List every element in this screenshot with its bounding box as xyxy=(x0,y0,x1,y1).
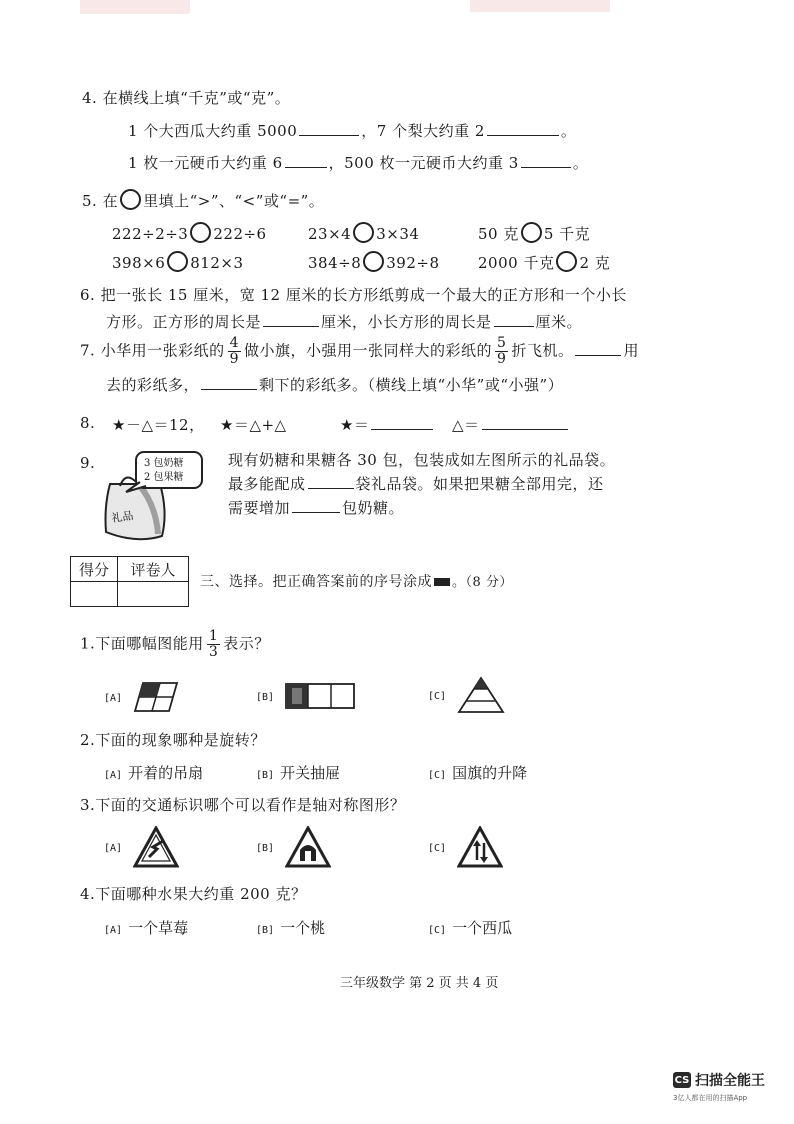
fraction-4-9: $\frac{4}{9}$ xyxy=(229,335,240,367)
c1-option-a[interactable]: [A] xyxy=(104,682,179,712)
c1-question: 1.下面哪幅图能用 $\frac{1}{3}$ 表示？ xyxy=(80,628,270,660)
q5-r1-c3: 50 克 5 千克 xyxy=(478,222,590,244)
q7-blank-1[interactable] xyxy=(575,343,621,356)
q5-r2-c2: 384÷8 392÷8 xyxy=(308,251,440,272)
q7-blank-2[interactable] xyxy=(201,377,257,390)
c3-option-b[interactable]: [B] xyxy=(256,826,331,868)
q6-blank-2[interactable] xyxy=(494,314,534,327)
c3-question: 3.下面的交通标识哪个可以看作是轴对称图形？ xyxy=(80,796,406,814)
grader-cell[interactable] xyxy=(118,582,189,607)
section3-title: 三、选择。把正确答案前的序号涂成 。（8 分） xyxy=(200,574,513,590)
q5-r1-c2: 23×4 3×34 xyxy=(308,222,419,243)
c4-option-c[interactable]: [C] 一个西瓜 xyxy=(428,919,513,937)
compare-circle[interactable] xyxy=(521,222,542,243)
score-table xyxy=(70,556,189,607)
q4-blank-4[interactable] xyxy=(521,155,571,168)
tunnel-sign-icon xyxy=(285,826,331,868)
c2-option-c[interactable]: [C] 国旗的升降 xyxy=(428,764,528,782)
c4-option-b[interactable]: [B] 一个桃 xyxy=(256,919,326,937)
c2-option-b[interactable]: [B] 开关抽屉 xyxy=(256,764,341,782)
q7-line1: 7. 小华用一张彩纸的 $\frac{4}{9}$ 做小旗，小强用一张同样大的彩纸的 $\frac{5}{9}$ 折飞机。 用 xyxy=(80,335,639,367)
q5-title: 5. 在 里填上“>”、“<”或“=”。 xyxy=(82,189,324,211)
q4-blank-1[interactable] xyxy=(299,123,359,136)
c1-a-parallelogram-figure xyxy=(133,682,179,712)
fraction-5-9: $\frac{5}{9}$ xyxy=(497,335,507,367)
q8-blank-triangle[interactable] xyxy=(482,417,568,430)
c2-question: 2.下面的现象哪种是旋转？ xyxy=(80,731,266,749)
compare-circle[interactable] xyxy=(353,222,374,243)
compare-circle[interactable] xyxy=(167,251,188,272)
c1-option-c[interactable]: [C] xyxy=(428,676,505,714)
q8-eq4: △＝ xyxy=(452,414,570,435)
score-cell[interactable] xyxy=(71,582,118,607)
q4-line2: 1 枚一元硬币大约重 6 ，500 枚一元硬币大约重 3 。 xyxy=(128,154,589,172)
q7-line2: 去的彩纸多， 剩下的彩纸多。（横线上填“小华”或“小强”） xyxy=(106,376,564,394)
c3-option-a[interactable]: [A] xyxy=(104,826,179,868)
q4-blank-2[interactable] xyxy=(487,123,559,136)
two-way-traffic-sign-icon xyxy=(457,826,503,868)
bubble-line1: 3 包奶糖 xyxy=(144,458,184,469)
grader-header: 评卷人 xyxy=(118,557,189,582)
c3-option-c[interactable]: [C] xyxy=(428,826,503,868)
compare-circle[interactable] xyxy=(363,251,384,272)
c1-option-b[interactable]: [B] xyxy=(256,682,355,710)
score-header: 得分 xyxy=(71,557,118,582)
q6-line2: 方形。正方形的周长是 厘米，小长方形的周长是 厘米。 xyxy=(106,313,583,331)
q8-blank-star[interactable] xyxy=(371,417,433,430)
q8-eq2: ★＝△+△ xyxy=(220,416,287,434)
page-footer: 三年级数学 第 2 页 共 4 页 xyxy=(340,976,499,991)
q9-num: 9. xyxy=(80,454,96,472)
filled-box-icon xyxy=(434,578,450,586)
c1-b-bar-figure xyxy=(285,682,355,710)
q5-r2-c1: 398×6 812×3 xyxy=(112,251,244,272)
camscanner-name: 扫描全能王 xyxy=(695,1073,765,1089)
q9-line1: 现有奶糖和果糖各 30 包，包装成如左图所示的礼品袋。 xyxy=(228,451,616,469)
bubble-line2: 2 包果糖 xyxy=(144,472,184,483)
q4-line1: 1 个大西瓜大约重 5000 ，7 个梨大约重 2 。 xyxy=(128,122,577,140)
q9-blank-2[interactable] xyxy=(292,500,340,513)
compare-circle-icon xyxy=(120,189,141,210)
gift-bag-figure xyxy=(96,446,216,546)
q4-title: 4. 在横线上填“千克”或“克”。 xyxy=(82,89,291,107)
bag-label: 礼品 xyxy=(110,509,135,525)
c4-option-a[interactable]: [A] 一个草莓 xyxy=(104,919,189,937)
c2-option-a[interactable]: [A] 开着的吊扇 xyxy=(104,764,204,782)
top-stain-right xyxy=(470,0,610,12)
q4-blank-3[interactable] xyxy=(285,155,327,168)
q5-r1-c1: 222÷2÷3 222÷6 xyxy=(112,222,267,243)
compare-circle[interactable] xyxy=(190,222,211,243)
camscanner-tagline: 3亿人都在用的扫描App xyxy=(673,1094,748,1102)
compare-circle[interactable] xyxy=(556,251,577,272)
q6-line1: 6. 把一张长 15 厘米，宽 12 厘米的长方形纸剪成一个最大的正方形和一个小长 xyxy=(80,286,627,304)
q9-line3: 需要增加 包奶糖。 xyxy=(228,499,405,517)
q9-line2: 最多能配成 袋礼品袋。如果把果糖全部用完，还 xyxy=(228,475,604,493)
q9-blank-1[interactable] xyxy=(308,476,354,489)
q8-eq3: ★＝ xyxy=(340,414,435,435)
c4-question: 4.下面哪种水果大约重 200 克？ xyxy=(80,885,307,903)
cs-logo-icon: CS xyxy=(673,1072,691,1088)
camscanner-logo xyxy=(673,1070,765,1090)
c1-c-triangle-figure xyxy=(457,676,505,714)
q8-num: 8. xyxy=(80,414,96,432)
q5-r2-c3: 2000 千克 2 克 xyxy=(478,251,610,273)
fraction-1-3: $\frac{1}{3}$ xyxy=(208,628,219,660)
winding-road-sign-icon xyxy=(133,826,179,868)
q8-eq1: ★－△＝12， xyxy=(112,416,205,434)
top-stain-left xyxy=(80,0,190,14)
q6-blank-1[interactable] xyxy=(263,314,319,327)
